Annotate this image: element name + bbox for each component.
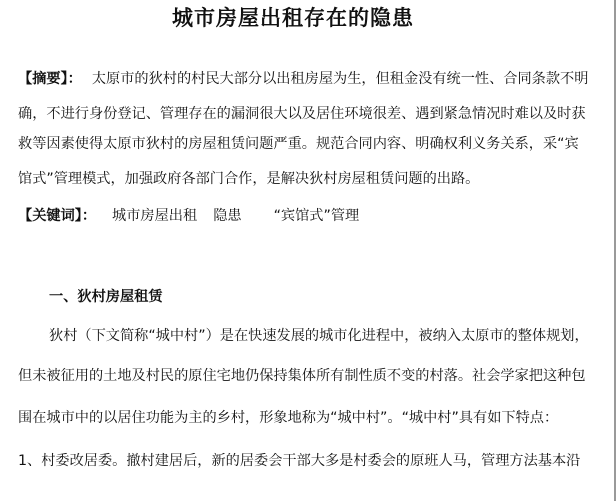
section-1-line-2: 但未被征用的土地及村民的原住宅地仍保持集体所有制性质不变的村落。社会学家把这种包 — [18, 368, 586, 384]
abstract-label: 【摘要】 — [18, 71, 68, 87]
keywords-line — [18, 207, 359, 225]
abstract-text-line-1: 太原市的狄村的村民大部分以出租房屋为生，但租金没有统一性、合同条款不明 — [91, 71, 589, 87]
keyword-item-1: 城市房屋出租 — [112, 208, 198, 224]
document-title: 城市房屋出租存在的隐患 — [172, 6, 414, 30]
section-1-line-3: 围在城市中的以居住功能为主的乡村，形象地称为“城中村”。“城中村”具有如下特点： — [18, 410, 559, 426]
abstract-line-1 — [18, 70, 588, 88]
abstract-line-3: 救等因素使得太原市狄村的房屋租赁问题严重。规范合同内容、明确权利义务关系，采“宾 — [18, 136, 579, 152]
section-1-heading: 一、狄村房屋租赁 — [49, 289, 163, 305]
abstract-line-2: 确，不进行身份登记、管理存在的漏洞很大以及居住环境很差、遇到紧急情况时难以及时获 — [18, 106, 586, 122]
keywords-label: 【关键词】 — [18, 208, 82, 224]
keyword-item-3: “宾馆式”管理 — [273, 208, 360, 224]
keywords-colon: ： — [81, 208, 97, 224]
keyword-item-2: 隐患 — [213, 208, 242, 224]
abstract-colon: ： — [67, 71, 82, 87]
abstract-line-4: 馆式”管理模式，加强政府各部门合作，是解决狄村房屋租赁问题的出路。 — [18, 171, 480, 187]
section-1-line-1: 狄村（下文简称“城中村”）是在快速发展的城市化进程中，被纳入太原市的整体规划， — [49, 328, 589, 344]
section-1-line-4: 1、村委改居委。撤村建居后，新的居委会干部大多是村委会的原班人马，管理方法基本沿 — [18, 453, 581, 469]
